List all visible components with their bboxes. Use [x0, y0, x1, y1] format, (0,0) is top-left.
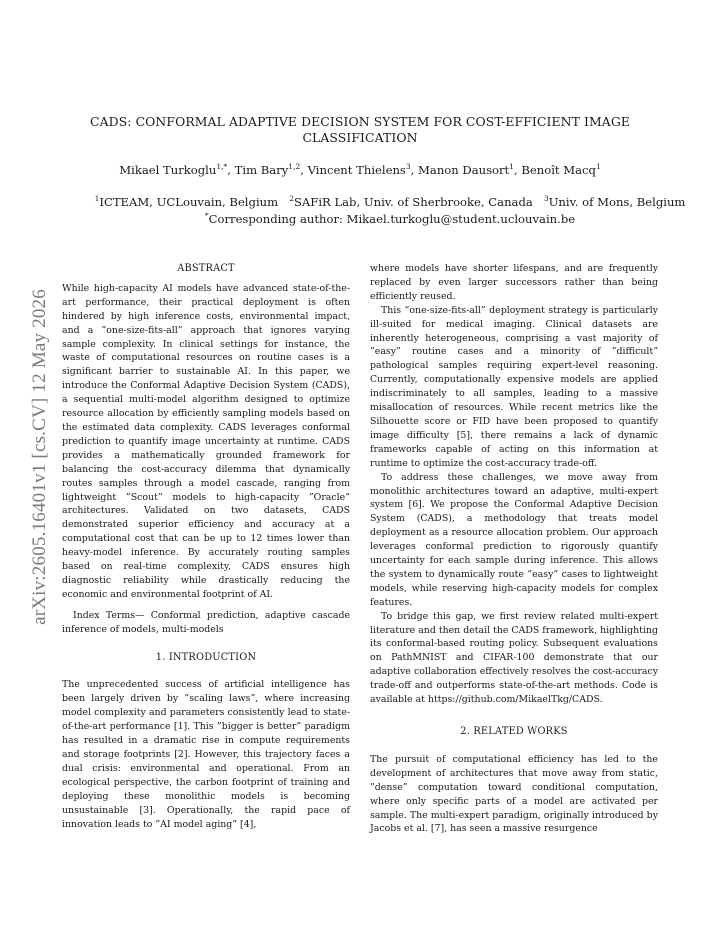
author-name: Mikael Turkoglu: [119, 163, 217, 177]
corresponding-author: Corresponding author: Mikael.turkoglu@student.uclouvain.be: [208, 212, 576, 226]
author-name: Manon Dausort: [418, 163, 510, 177]
intro-paragraph-1: The unprecedented success of artificial intelligence has been largely driven by ”scaling laws”, where increasing model complexity and parameters consistently lead to state-of-the-art performance [1]. This ”bigger is better” paradigm has resulted in a dramatic rise in compute requirements and storage footprints [2]. However, this trajectory faces a dual crisis: environmental and operational. From an ecological perspective, the carbon footprint of training and deploying these monolithic models is becoming unsustainable [3]. Operationally, the rapid pace of innovation leads to ”AI model aging” [4],: [62, 679, 350, 830]
arxiv-stamp-text: arXiv:2605.16401v1 [cs.CV] 12 May 2026: [29, 289, 50, 625]
affiliation-sherbrooke: SAFiR Lab, Univ. of Sherbrooke, Canada: [293, 195, 533, 209]
left-column: [62, 262, 350, 831]
author-affil-mark: 1,*: [216, 162, 228, 172]
related-paragraph-1: The pursuit of computational efficiency has led to the development of architectures that move away from static, ”dense” computation toward conditional computation, where only specific parts of a model are activated per sample. The multi-expert paradigm, originally introduced by Jacobs et al. [7], has seen a massive resurgence: [370, 753, 658, 835]
author-list: Mikael Turkoglu$^{1,*}$, Tim Bary$^{1,2}$, Vincent Thielens$^3$, Manon Dausort$^1$, Benoît Macq$^1$: [119, 162, 601, 177]
author-affil-mark: 3: [405, 162, 411, 172]
author-name: Vincent Thielens: [307, 163, 406, 177]
related-works-heading: 2. RELATED WORKS: [460, 726, 568, 737]
affiliation-line: [70, 194, 710, 211]
author-affil-mark: 1: [595, 162, 601, 172]
affil-mark: 2: [289, 194, 294, 204]
abstract-heading: ABSTRACT: [177, 263, 235, 274]
affiliation-mons: Univ. of Mons, Belgium: [548, 195, 686, 209]
arxiv-stamp: [20, 262, 60, 652]
author-affil-mark: 1: [509, 162, 515, 172]
intro-paragraph-4: To bridge this gap, we first review related multi-expert literature and then detail the CADS framework, highlighting its conformal-based routing policy. Subsequent evaluations on PathMNIST and CIFAR-100 demonstrate that our adaptive collaboration effectively resolves the cost-accuracy trade-off and outperforms state-of-the-art methods. Code is available at https://github.com/MikaelTkg/CADS.: [370, 610, 658, 706]
abstract-text: While high-capacity AI models have advanced state-of-the-art performance, their practical deployment is often hindered by high inference costs, environmental impact, and a ”one-size-fits-all” approach that ignores varying sample complexity. In clinical settings for instance, the waste of computational resources on routine cases is a significant barrier to sustainable AI. In this paper, we introduce the Conformal Adaptive Decision System (CADS), a sequential multi-model algorithm designed to optimize resource allocation by efficiently sampling models based on the estimated data complexity. CADS leverages conformal prediction to quantify image uncertainty at runtime. CADS provides a mathematically grounded framework for balancing the cost-accuracy dilemma that dynamically routes samples through a model cascade, ranging from lightweight ”Scout” models to high-capacity ”Oracle” architectures. Validated on two datasets, CADS demonstrated superior efficiency and accuracy at a computational cost that can be up to 12 times lower than heavy-model inference. By accurately routing samples based on real-time complexity, CADS ensures high diagnostic reliability while drastically reducing the economic and environmental footprint of AI.: [62, 282, 350, 600]
affil-mark: 3: [543, 194, 549, 204]
intro-paragraph-2: This ”one-size-fits-all” deployment strategy is particularly ill-suited for medical imaging. Clinical datasets are inherently heterogeneous, comprising a vast majority of ”easy” routine cases and a minority of ”difficult” pathological samples requiring expert-level reasoning. Currently, computationally expensive models are applied indiscriminately to all samples, leading to a massive misallocation of resources. While recent metrics like the Silhouette score or FID have been proposed to quantify image difficulty [5], there remains a lack of dynamic frameworks capable of acting on this information at runtime to optimize the cost-accuracy trade-off.: [370, 304, 658, 469]
right-column: [370, 262, 658, 836]
intro-paragraph-3: To address these challenges, we move away from monolithic architectures toward an adaptive, multi-expert system [6]. We propose the Conformal Adaptive Decision System (CADS), a methodology that treats model deployment as a resource allocation problem. Our approach leverages conformal prediction to rigorously quantify uncertainty for each sample during inference. This allows the system to dynamically route ”easy” cases to lightweight models, while reserving high-capacity models for complex features.: [370, 471, 658, 608]
corr-mark: *: [204, 211, 209, 221]
introduction-heading: 1. INTRODUCTION: [155, 651, 257, 663]
index-terms: Index Terms— Conformal prediction, adaptive cascade inference of models, multi-models: [62, 609, 350, 635]
affil-mark: 1: [94, 194, 100, 204]
affiliations: [70, 194, 710, 228]
author-name: Benoît Macq: [521, 163, 596, 177]
intro-paragraph-1-continued: where models have shorter lifespans, and are frequently replaced by even larger successors rather than being efficiently reused.: [370, 263, 658, 302]
author-affil-mark: 1,2: [288, 162, 301, 172]
paper-title: CADS: CONFORMAL ADAPTIVE DECISION SYSTEM FOR COST-EFFICIENT IMAGE CLASSIFICATION: [90, 114, 630, 145]
affiliation-ucl: ICTEAM, UCLouvain, Belgium: [99, 195, 279, 209]
corresponding-author-line: [70, 211, 710, 228]
author-name: Tim Bary: [234, 163, 289, 177]
